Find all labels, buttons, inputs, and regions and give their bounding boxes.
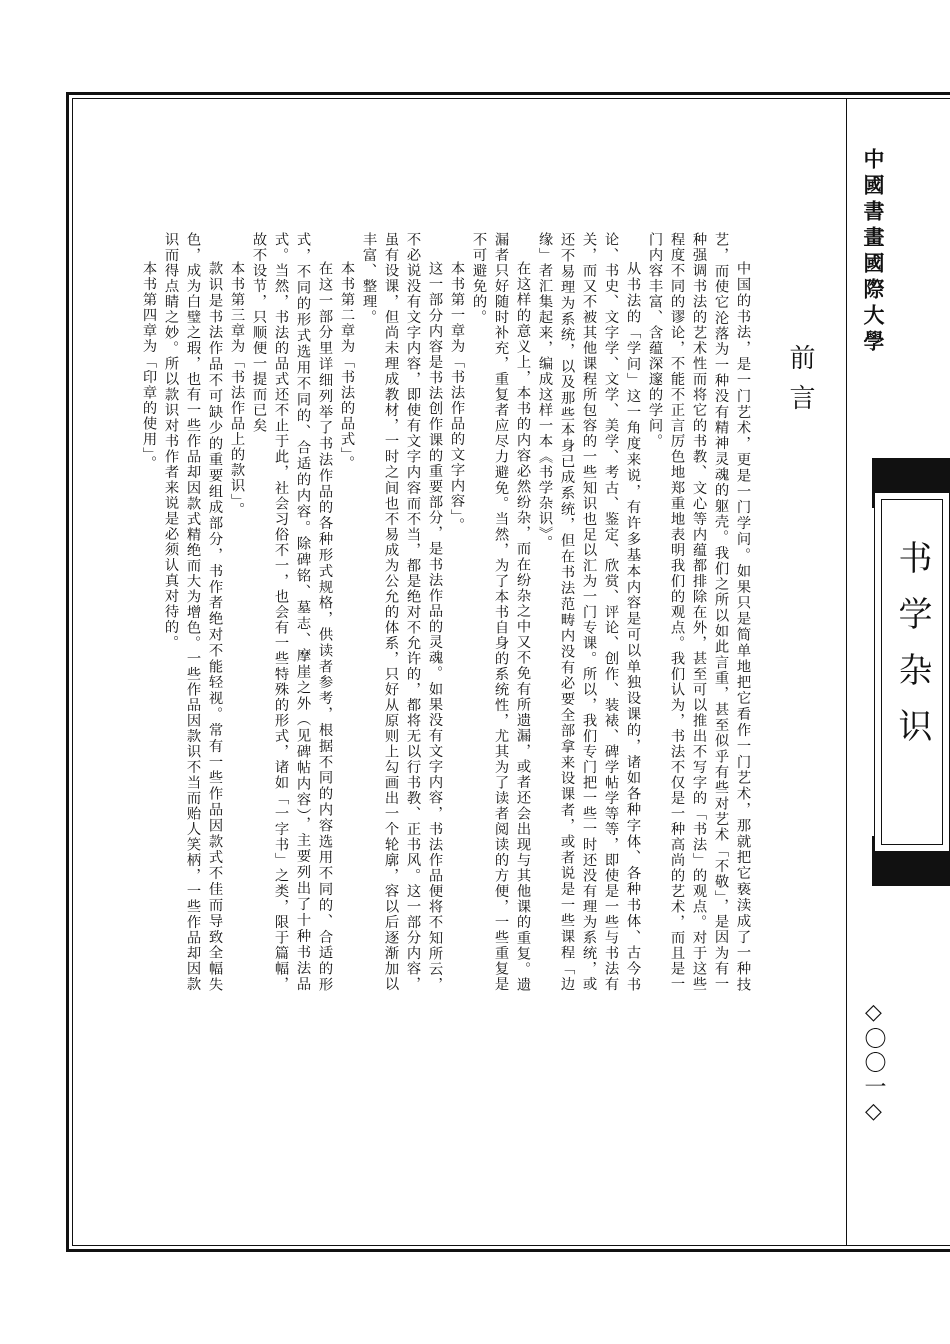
paragraph: 从书法的「学问」这一角度来说，有许多基本内容是可以单独设课的，诸如各种字体、各种书体、古今书论、书史、文字学、文学、美学、考古、鉴定、欣赏、评论、创作、装裱、碑学帖学等等，即使是一些与书法有关，而又不被其他课程所包容的一些知识也足以汇为一门专课。所以，我们专门把一些一时还没有理为系统，或还不易理为系统，以及那些本身已成系统，但在书法范畴内没有必要全部拿来设课者，或者说是一些课程「边缘」者汇集起来，编成这样一本《书学杂识》。 <box>537 232 641 992</box>
spine-divider <box>846 98 847 1246</box>
paragraph: 在这样的意义上，本书的内容必然纷杂，而在纷杂之中又不免有所遗漏，或者还会出现与其他课的重复。遗漏者只好随时补充，重复者应尽力避免。当然，为了本书自身的系统性，尤其为了读者阅读的方便，一些重复是不可避免的。 <box>471 232 531 992</box>
paragraph: 在这一部分里详细列举了书法作品的各种形式规格，供读者参考，根据不同的内容选用不同的、合适的形式，不同的形式选用不同的、合适的内容。除碑铭、墓志、摩崖之外（见碑帖内容），主要列出了十种书法品式。当然，书法的品式还不止于此，社会习俗不一，也会有一些特殊的形式，诸如「一字书」之类，限于篇幅，故不设节，只顺便一提而已矣 <box>251 232 333 992</box>
paragraph: 款识是书法作品不可缺少的重要组成部分，书作者绝对不能轻视。常有一些作品因款式不佳而导致全幅失色，成为白璧之瑕，也有一些作品却因款式精绝而大为增色。一些作品因款识不当而贻人笑柄，一些作品却因款识而得点睛之妙。所以款识对书作者来说是必须认真对待的。 <box>163 232 223 992</box>
page-number: ◇〇〇一◇ <box>861 1000 886 1126</box>
paragraph: 本书第三章为「书法作品上的款识」。 <box>229 260 245 517</box>
paragraph: 本书第四章为「印章的使用」。 <box>141 260 157 471</box>
paragraph: 这一部分内容是书法创作课的重要部分，是书法作品的灵魂。如果没有文字内容，书法作品便将不知所云，不必说没有文字内容，即使有文字内容而不当，都是绝对不允许的，都将无以行书教、正书风。这一部分内容，虽有设课，但尚未理成教材，一时之间也不易成为公允的体系，只好从原则上勾画出一个轮廓，容以后逐渐加以丰富、整理。 <box>361 232 443 992</box>
book-title: 书学杂识 <box>892 540 932 764</box>
paragraph: 本书第一章为「书法作品的文字内容」。 <box>449 260 465 533</box>
preface-body <box>114 232 754 992</box>
paragraph: 本书第二章为「书法的品式」。 <box>339 260 355 471</box>
series-title: 中國書畫國際大學 <box>861 148 885 356</box>
paragraph: 中国的书法，是一门艺术，更是一门学问。如果只是简单地把它看作一门艺术，那就把它亵渎成了一种技艺，而使它沦落为一种没有精神灵魂的躯壳。我们之所以如此言重，甚至似乎有些对艺术「不敬」，是因为有一种强调书法的艺术性而将它的书教、文心等内蕴都排除在外，甚至可以推出不写字的「书法」的观点。对于这些程度不同的谬论，不能不正言厉色地郑重地表明我们的观点。我们认为，书法不仅是一种高尚的艺术，而且是一门内容丰富、含蕴深邃的学问。 <box>647 232 751 992</box>
preface-heading: 前言 <box>785 344 815 424</box>
